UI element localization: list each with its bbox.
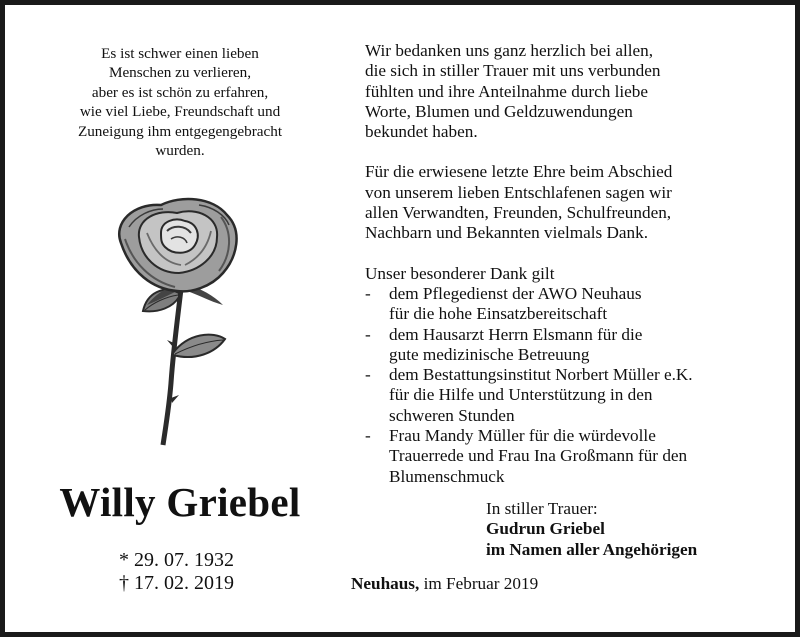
thanks-item (365, 365, 785, 426)
poem-line: aber es ist schön zu erfahren, (91, 83, 269, 101)
life-dates (119, 549, 234, 595)
text-line: allen Verwandten, Freunden, Schulfreunden, (365, 203, 672, 223)
signature-intro: In stiller Trauer: (486, 499, 598, 518)
dash-marker: - (365, 283, 371, 303)
thanks-item (365, 325, 785, 366)
text-line: Für die erwiesene letzte Ehre beim Abschied (365, 162, 673, 182)
dash-marker: - (365, 365, 371, 385)
thanks-paragraph (365, 41, 785, 142)
honor-paragraph (365, 162, 785, 243)
text-line: Blumenschmuck (389, 466, 505, 486)
text-line: die sich in stiller Trauer mit uns verbunden (365, 61, 661, 81)
rose-illustration (103, 193, 253, 449)
dash-marker: - (365, 426, 371, 446)
text-line: Nachbarn und Bekannten vielmals Dank. (365, 223, 649, 243)
thanks-item (365, 426, 785, 487)
signature-name: Gudrun Griebel (486, 519, 605, 539)
text-line: schweren Stunden (389, 405, 515, 425)
poem-line: wurden. (155, 142, 205, 160)
text-line: dem Pflegedienst der AWO Neuhaus (389, 283, 642, 303)
text-line: Wir bedanken uns ganz herzlich bei allen, (365, 41, 654, 60)
text-line: fühlten und ihre Anteilnahme durch liebe (365, 81, 649, 101)
place-date (351, 574, 538, 594)
deceased-name: Willy Griebel (59, 479, 301, 525)
signature-family: im Namen aller Angehörigen (486, 539, 698, 559)
poem-line: Es ist schwer einen lieben (101, 45, 259, 62)
death-date: † 17. 02. 2019 (119, 572, 234, 594)
text-line: Worte, Blumen und Geldzuwendungen (365, 101, 633, 121)
signature-block (486, 499, 697, 560)
special-thanks-heading: Unser besonderer Dank gilt (365, 263, 555, 283)
birth-date: * 29. 07. 1932 (119, 549, 234, 571)
text-line: für die Hilfe und Unterstützung in den (389, 385, 653, 405)
text-line: bekundet haben. (365, 122, 478, 142)
text-line: dem Hausarzt Herrn Elsmann für die (389, 324, 643, 344)
text-line: von unserem lieben Entschlafenen sagen wir (365, 182, 672, 202)
place-month: im Februar 2019 (419, 574, 539, 593)
thanks-item (365, 284, 785, 325)
dash-marker: - (365, 324, 371, 344)
thanks-text (365, 41, 785, 487)
poem-line: Menschen zu verlieren, (108, 64, 252, 82)
text-line: dem Bestattungsinstitut Norbert Müller e.K. (389, 365, 693, 385)
place-town: Neuhaus, (351, 574, 420, 593)
text-line: für die hohe Einsatzbereitschaft (389, 304, 608, 324)
text-line: gute medizinische Betreuung (389, 344, 590, 364)
poem (45, 44, 315, 160)
text-line: Trauerrede und Frau Ina Großmann für den (389, 446, 688, 466)
poem-line: wie viel Liebe, Freundschaft und (79, 103, 281, 121)
poem-line: Zuneigung ihm entgegengebracht (77, 122, 283, 140)
text-line: Frau Mandy Müller für die würdevolle (389, 426, 656, 446)
